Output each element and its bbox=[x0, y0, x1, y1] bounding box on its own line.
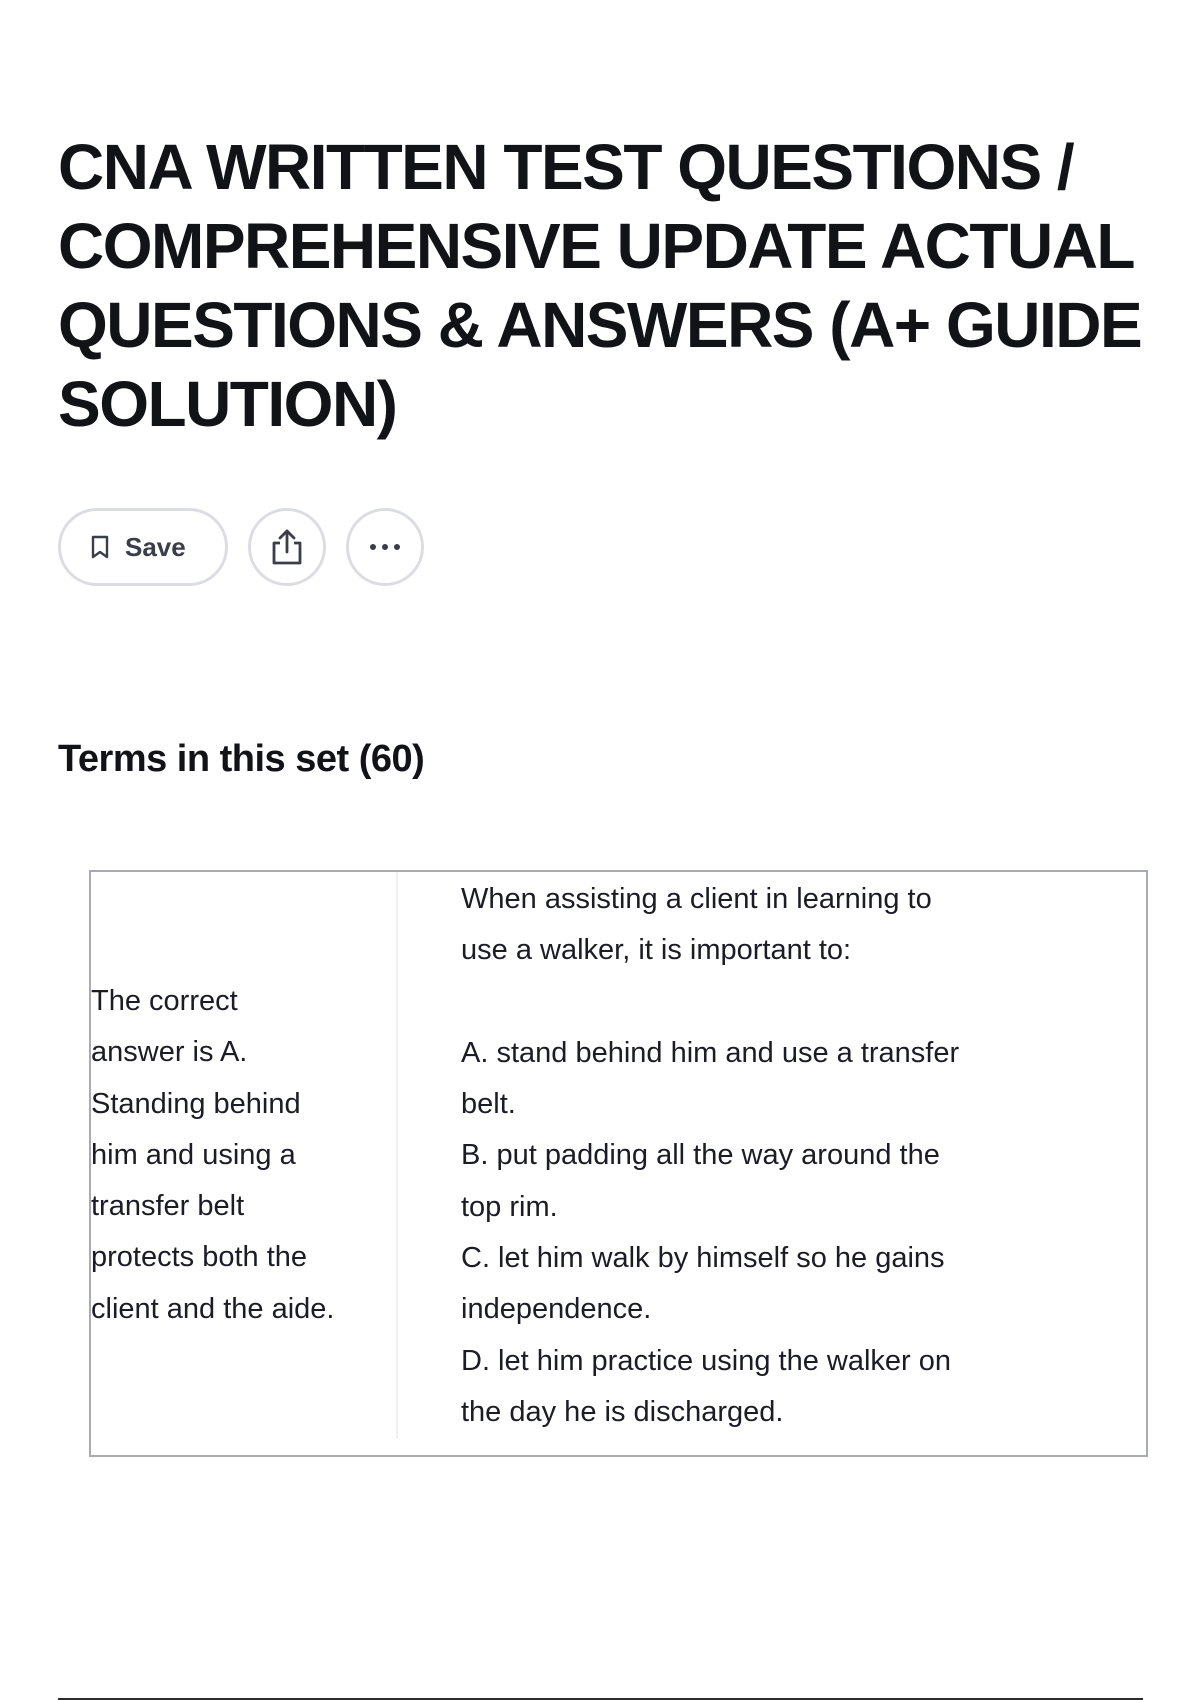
save-button-label: Save bbox=[125, 531, 186, 562]
card-term: When assisting a client in learning to use a walker, it is important to: A. stand behind him and use a transfer belt. B. put padding all the way around the top rim. C. let him walk by himself so he gains independence. D. let him practice using the walker on the day he is discharged. bbox=[461, 883, 960, 1428]
page-title: CNA WRITTEN TEST QUESTIONS / COMPREHENSIVE UPDATE ACTUAL QUESTIONS & ANSWERS (A+ GUIDE SOLUTION) bbox=[58, 131, 1142, 440]
bookmark-icon bbox=[91, 535, 109, 559]
more-icon bbox=[367, 542, 403, 552]
card-divider bbox=[396, 872, 398, 1439]
card-definition: The correct answer is A. Standing behind him and using a transfer belt protects both the client and the aide. bbox=[91, 985, 335, 1325]
share-icon bbox=[269, 528, 305, 566]
terms-heading: Terms in this set (60) bbox=[58, 738, 425, 780]
more-button[interactable] bbox=[346, 508, 424, 586]
save-button[interactable] bbox=[58, 508, 228, 586]
share-button[interactable] bbox=[248, 508, 326, 586]
term-card bbox=[89, 870, 1148, 1457]
action-bar bbox=[58, 508, 424, 586]
